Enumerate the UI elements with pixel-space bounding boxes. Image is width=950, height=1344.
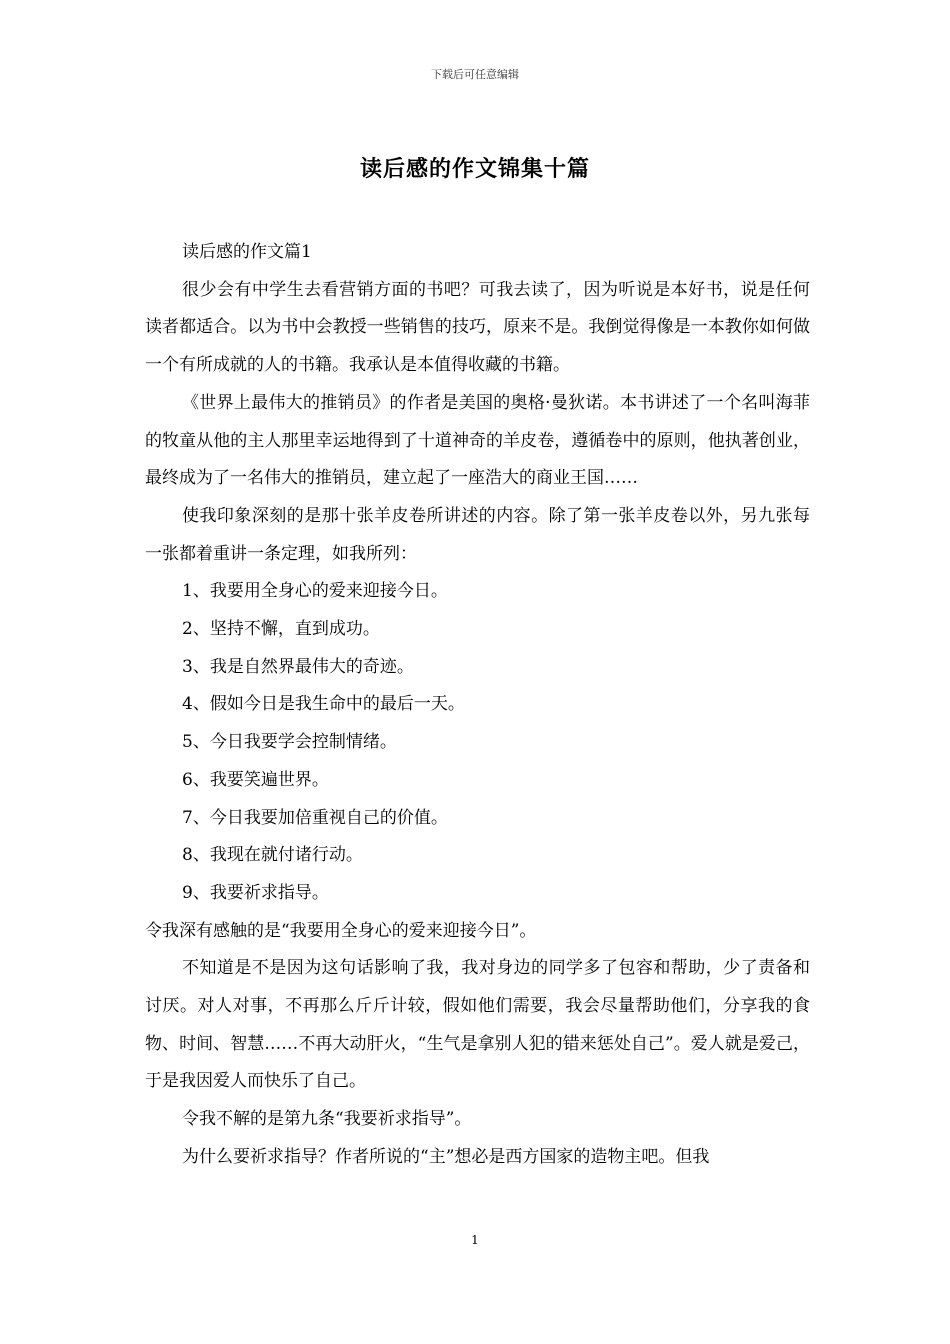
paragraph: 很少会有中学生去看营销方面的书吧？可我去读了，因为听说是本好书，说是任何读者都适合。以为书中会教授一些销售的技巧，原来不是。我倒觉得像是一本教你如何做一个有所成就的人的书籍。我承认是本值得收藏的书籍。	[145, 279, 810, 376]
paragraph: 使我印象深刻的是那十张羊皮卷所讲述的内容。除了第一张羊皮卷以外，另九张每一张都着重讲一条定理，如我所列：	[145, 505, 810, 564]
list-item: 9、我要祈求指导。	[182, 882, 329, 903]
paragraph: 为什么要祈求指导？作者所说的“主”想必是西方国家的造物主吧。但我	[182, 1146, 710, 1167]
list-item: 4、假如今日是我生命中的最后一天。	[182, 694, 465, 715]
list-item: 5、今日我要学会控制情绪。	[182, 732, 397, 753]
list-item: 2、坚持不懈，直到成功。	[182, 619, 380, 640]
header-note: 下载后可任意编辑	[431, 68, 519, 81]
list-item: 3、我是自然界最伟大的奇迹。	[182, 656, 414, 677]
paragraph: 令我深有感触的是“我要用全身心的爱来迎接今日”。	[145, 920, 537, 941]
page-number: 1	[471, 1233, 479, 1247]
list-item: 7、今日我要加倍重视自己的价值。	[182, 807, 448, 828]
list-item: 8、我现在就付诸行动。	[182, 845, 363, 866]
section-heading: 读后感的作文篇1	[182, 242, 312, 262]
document-title: 读后感的作文锦集十篇	[359, 157, 590, 182]
list-item: 6、我要笑遍世界。	[182, 769, 329, 790]
paragraph: 不知道是不是因为这句话影响了我，我对身边的同学多了包容和帮助，少了责备和讨厌。对人对事，不再那么斤斤计较，假如他们需要，我会尽量帮助他们，分享我的食物、时间、智慧……不再大动肝火，“生气是拿别人犯的错来惩处自己”。爱人就是爱己，于是我因爱人而快乐了自己。	[145, 958, 810, 1092]
paragraph: 《世界上最伟大的推销员》的作者是美国的奥格·曼狄诺。本书讲述了一个名叫海菲的牧童从他的主人那里幸运地得到了十道神奇的羊皮卷，遵循卷中的原则，他执著创业，最终成为了一名伟大的推销员，建立起了一座浩大的商业王国……	[145, 392, 810, 489]
list-item: 1、我要用全身心的爱来迎接今日。	[182, 581, 448, 602]
document-body	[145, 234, 810, 1177]
paragraph: 令我不解的是第九条“我要祈求指导”。	[182, 1109, 472, 1130]
